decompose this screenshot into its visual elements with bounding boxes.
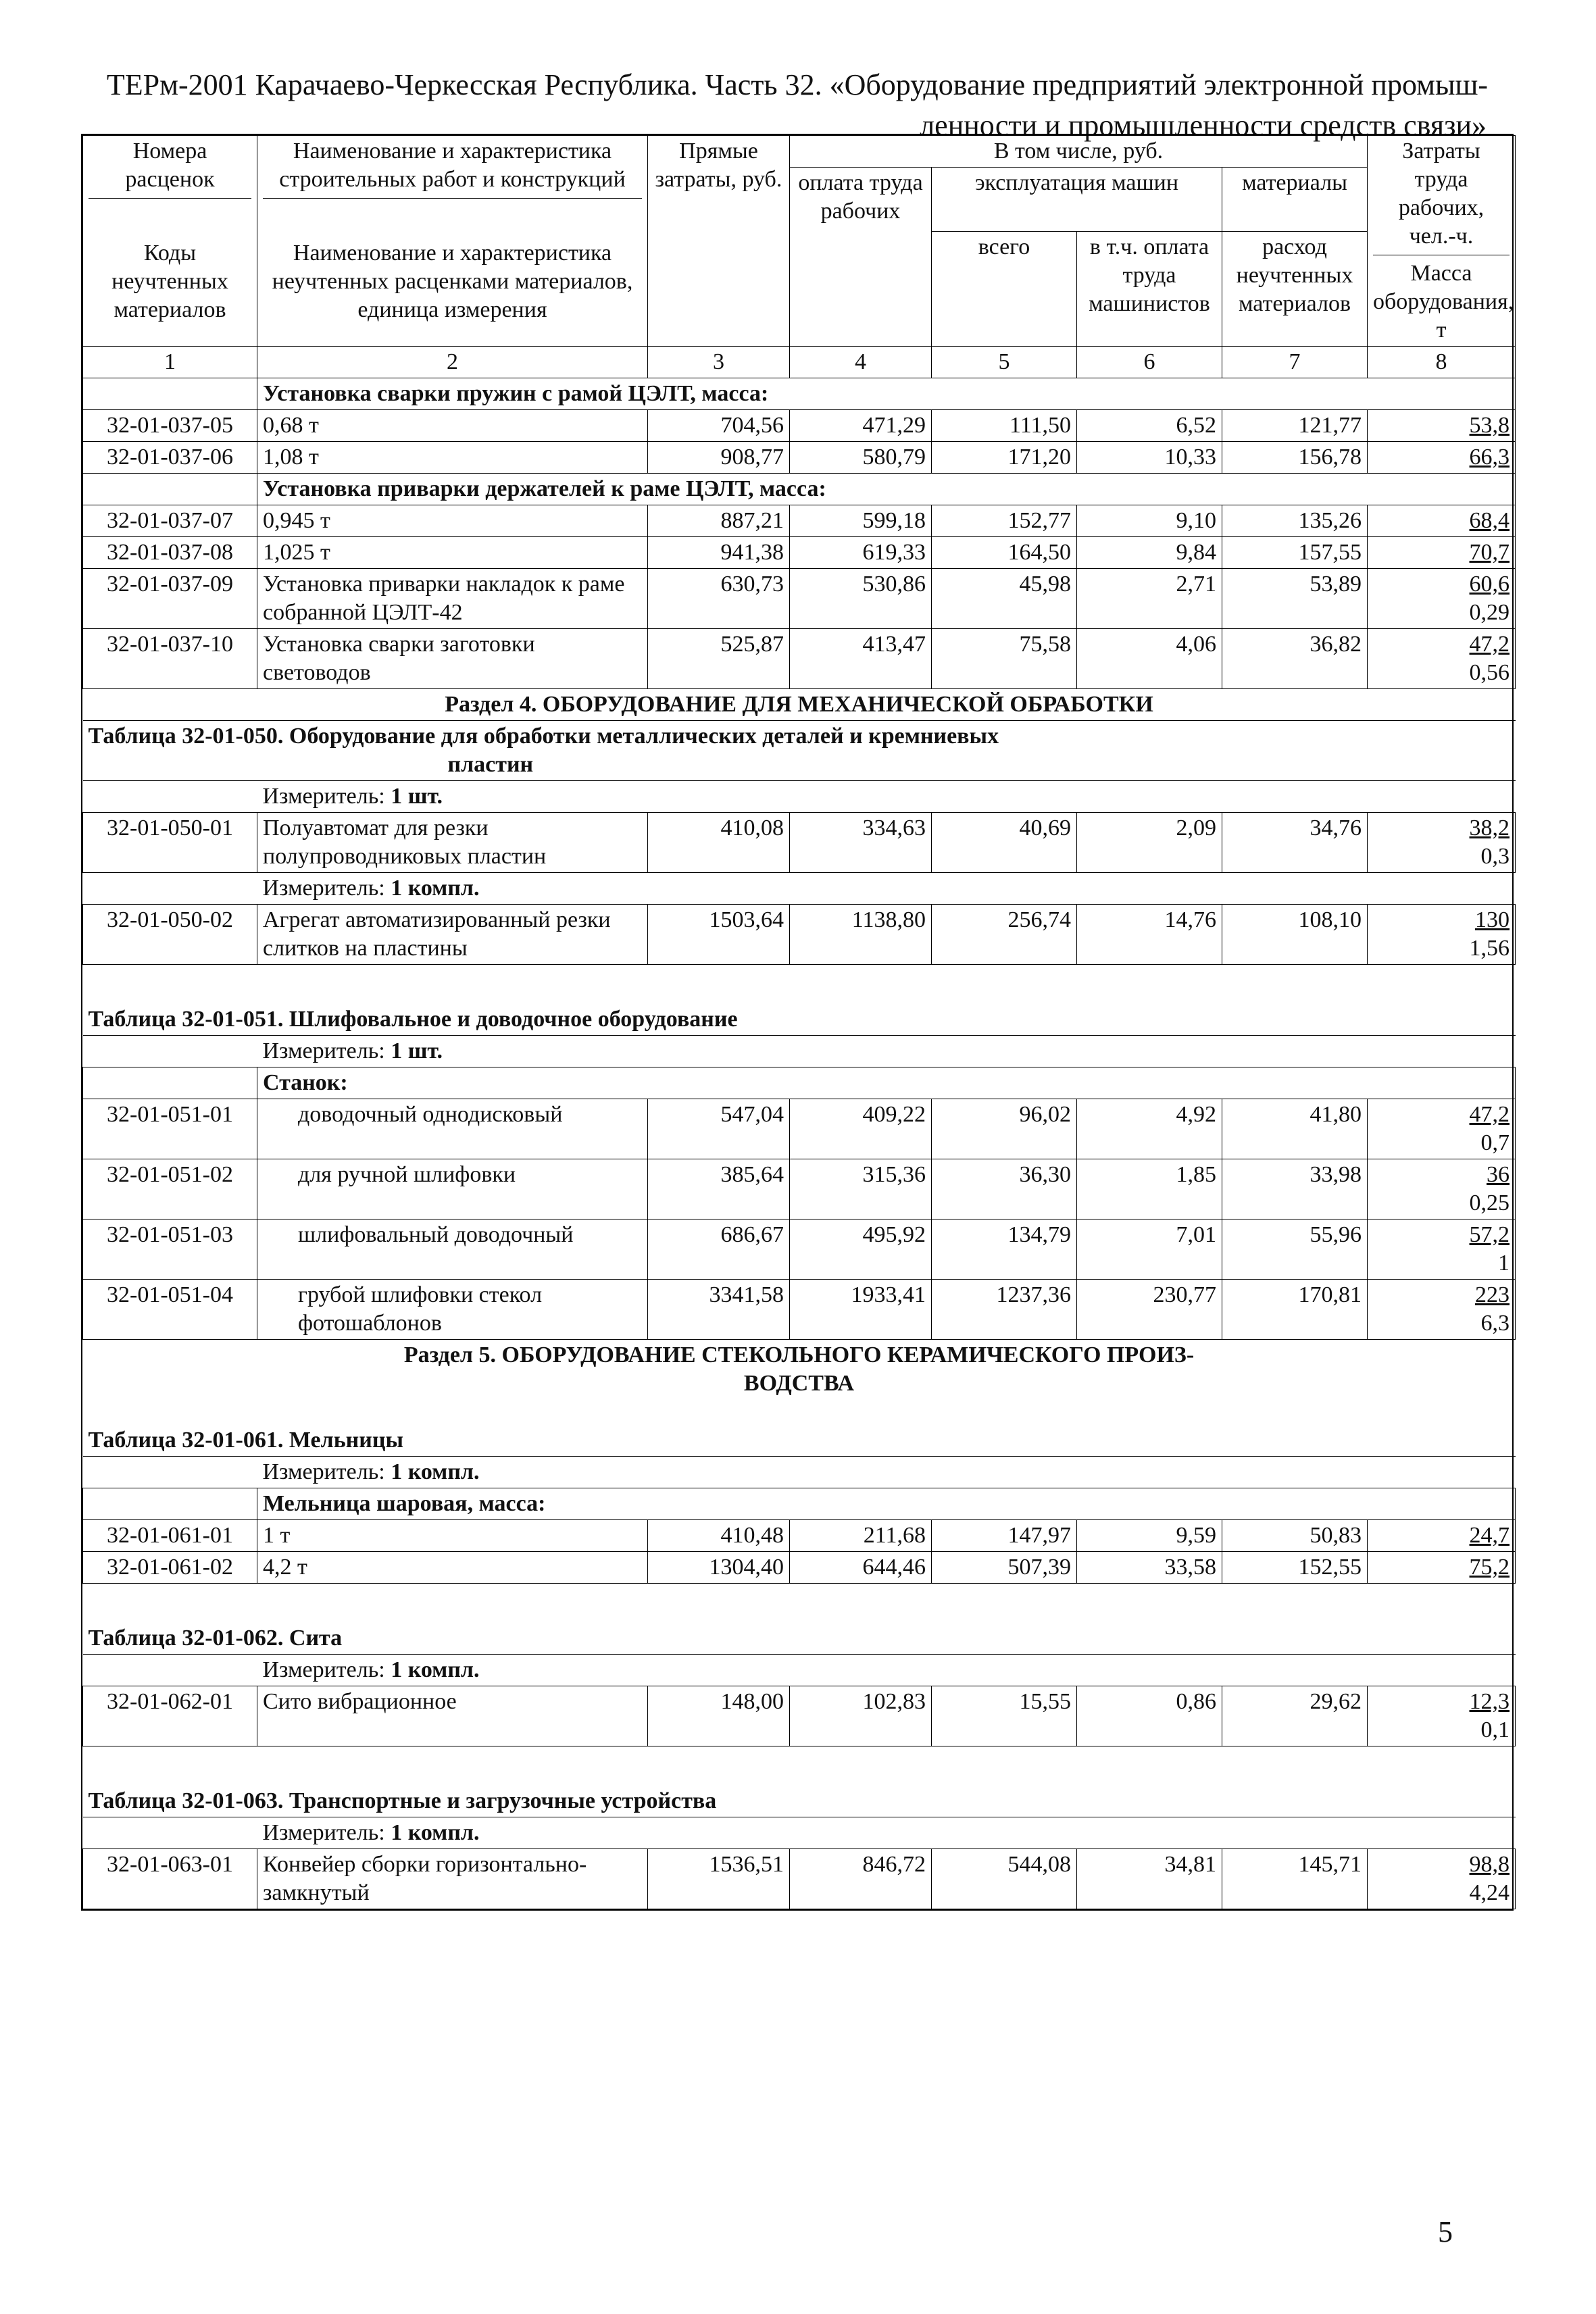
rate-value-c5: 75,58 (932, 629, 1077, 689)
rate-value-c4: 334,63 (790, 813, 932, 873)
labor-mass-cell (1368, 1280, 1516, 1340)
section-4-title-text: Раздел 4. ОБОРУДОВАНИЕ ДЛЯ МЕХАНИЧЕСКОЙ ОБРАБОТКИ (83, 689, 1516, 721)
table-061-title-text: Таблица 32-01-061. Мельницы (88, 1428, 403, 1453)
labor-mass-cell (1368, 442, 1516, 474)
rate-value-c7: 145,71 (1222, 1849, 1368, 1909)
table-row (83, 505, 1516, 537)
column-number: 4 (790, 347, 932, 378)
group-row (83, 1067, 1516, 1099)
mass-value: 1 (1498, 1251, 1510, 1276)
rate-code: 32-01-037-07 (83, 505, 257, 537)
section-5-title-cont-text: ВОДСТВА (743, 1371, 855, 1396)
labor-mass-cell (1368, 1219, 1516, 1280)
rate-value-c3: 385,64 (648, 1159, 790, 1219)
rate-value-c5: 544,08 (932, 1849, 1077, 1909)
group-row (83, 474, 1516, 505)
rate-code: 32-01-050-02 (83, 905, 257, 965)
rate-value-c5: 147,97 (932, 1520, 1077, 1552)
table-cell (83, 1457, 257, 1488)
labor-mass-cell (1368, 1849, 1516, 1909)
table-row (83, 1686, 1516, 1746)
header-including: В том числе, руб. (790, 136, 1368, 168)
rate-value-c6: 34,81 (1077, 1849, 1222, 1909)
rate-value-c4: 495,92 (790, 1219, 932, 1280)
table-061-title (83, 1399, 1516, 1457)
rate-name: Полуавтомат для резки полупроводниковых пластин (257, 813, 648, 873)
rate-value-c3: 148,00 (648, 1686, 790, 1746)
rate-value-c3: 941,38 (648, 537, 790, 569)
table-cell (83, 378, 257, 410)
rate-value-c7: 53,89 (1222, 569, 1368, 629)
measurement-label: Измеритель: (262, 876, 385, 901)
rate-value-c4: 619,33 (790, 537, 932, 569)
header-names (257, 136, 648, 347)
header-total: всего (932, 232, 1077, 347)
measurement-row (83, 873, 1516, 905)
rate-value-c3: 3341,58 (648, 1280, 790, 1340)
rate-code: 32-01-062-01 (83, 1686, 257, 1746)
rate-value-c5: 36,30 (932, 1159, 1077, 1219)
labor-mass-cell (1368, 537, 1516, 569)
rate-name: для ручной шлифовки (257, 1159, 648, 1219)
rate-name: Установка сварки заготовки световодов (257, 629, 648, 689)
table-063-title-text: Таблица 32-01-063. Транспортные и загрузочные устройства (83, 1746, 1516, 1817)
table-row (83, 1849, 1516, 1909)
labor-value: 38,2 (1469, 815, 1510, 840)
rate-name: грубой шлифовки стекол фотошаблонов (257, 1280, 648, 1340)
rate-value-c6: 7,01 (1077, 1219, 1222, 1280)
rate-name: 0,68 т (257, 410, 648, 442)
rate-value-c5: 256,74 (932, 905, 1077, 965)
header-material-consumption: расход неучтенных материалов (1222, 232, 1368, 347)
rate-code: 32-01-037-06 (83, 442, 257, 474)
header-equipment-mass: Масса оборудования, т (1373, 261, 1514, 343)
column-numbers-row (83, 347, 1516, 378)
header-line-1: ТЕРм-2001 Карачаево-Черкесская Республика. Часть 32. «Оборудование предприятий электронной промыш- (106, 68, 1489, 101)
rate-value-c5: 164,50 (932, 537, 1077, 569)
price-table (82, 135, 1516, 1909)
rate-name: 4,2 т (257, 1552, 648, 1584)
column-number: 7 (1222, 347, 1368, 378)
measurement-unit (257, 1036, 1516, 1067)
table-row (83, 410, 1516, 442)
table-row (83, 629, 1516, 689)
rate-value-c5: 134,79 (932, 1219, 1077, 1280)
labor-mass-cell (1368, 1099, 1516, 1159)
measurement-label: Измеритель: (262, 1657, 385, 1682)
measurement-row (83, 1036, 1516, 1067)
labor-value: 70,7 (1469, 540, 1510, 565)
rate-code: 32-01-051-03 (83, 1219, 257, 1280)
labor-value: 47,2 (1469, 632, 1510, 657)
table-050-title-cont (83, 751, 1516, 781)
rate-name: 0,945 т (257, 505, 648, 537)
rate-code: 32-01-051-01 (83, 1099, 257, 1159)
measurement-label: Измеритель: (262, 784, 385, 809)
measurement-value: 1 компл. (391, 1459, 480, 1484)
rate-value-c5: 45,98 (932, 569, 1077, 629)
rate-code: 32-01-037-09 (83, 569, 257, 629)
rate-value-c7: 108,10 (1222, 905, 1368, 965)
table-050-title (83, 721, 1516, 751)
rate-value-c4: 1138,80 (790, 905, 932, 965)
header-row (83, 136, 1516, 168)
rate-value-c3: 686,67 (648, 1219, 790, 1280)
rate-value-c4: 315,36 (790, 1159, 932, 1219)
section-5-title-cont (83, 1369, 1516, 1399)
labor-value: 12,3 (1469, 1689, 1510, 1714)
rate-value-c6: 14,76 (1077, 905, 1222, 965)
section-5-title (83, 1340, 1516, 1370)
column-number: 8 (1368, 347, 1516, 378)
table-cell (83, 1067, 257, 1099)
rate-value-c3: 410,48 (648, 1520, 790, 1552)
rate-value-c6: 1,85 (1077, 1159, 1222, 1219)
rate-value-c7: 152,55 (1222, 1552, 1368, 1584)
table-051-title-text: Таблица 32-01-051. Шлифовальное и доводочное оборудование (83, 965, 1516, 1036)
rate-value-c4: 599,18 (790, 505, 932, 537)
rate-code: 32-01-061-01 (83, 1520, 257, 1552)
group-title: Установка сварки пружин с рамой ЦЭЛТ, масса: (257, 378, 1516, 410)
labor-value: 57,2 (1469, 1222, 1510, 1247)
rate-value-c3: 1503,64 (648, 905, 790, 965)
rate-name: Агрегат автоматизированный резки слитков на пластины (257, 905, 648, 965)
rate-name: Сито вибрационное (257, 1686, 648, 1746)
section-4-title (83, 689, 1516, 721)
rate-value-c5: 40,69 (932, 813, 1077, 873)
header-machinist-pay: в т.ч. оплата труда машинистов (1077, 232, 1222, 347)
rate-value-c3: 410,08 (648, 813, 790, 873)
rate-value-c3: 1536,51 (648, 1849, 790, 1909)
rate-code: 32-01-037-10 (83, 629, 257, 689)
rate-value-c4: 846,72 (790, 1849, 932, 1909)
rate-value-c3: 1304,40 (648, 1552, 790, 1584)
rate-name: доводочный однодисковый (257, 1099, 648, 1159)
rate-value-c6: 230,77 (1077, 1280, 1222, 1340)
measurement-row (83, 1457, 1516, 1488)
rate-value-c4: 644,46 (790, 1552, 932, 1584)
measurement-value: 1 компл. (391, 876, 480, 901)
rate-code: 32-01-061-02 (83, 1552, 257, 1584)
rate-value-c4: 1933,41 (790, 1280, 932, 1340)
rate-value-c7: 135,26 (1222, 505, 1368, 537)
table-row (83, 1520, 1516, 1552)
measurement-value: 1 компл. (391, 1820, 480, 1845)
labor-value: 36 (1487, 1162, 1510, 1187)
rate-value-c7: 29,62 (1222, 1686, 1368, 1746)
rate-value-c4: 409,22 (790, 1099, 932, 1159)
table-063-title (83, 1746, 1516, 1817)
header-material-name: Наименование и характеристика неучтенных расценками материалов, единица измерения (272, 241, 633, 322)
rate-name: 1 т (257, 1520, 648, 1552)
header-machine-operation: эксплуатация машин (932, 168, 1222, 232)
labor-value: 53,8 (1469, 413, 1510, 438)
table-row (83, 1099, 1516, 1159)
table-row (83, 813, 1516, 873)
rate-value-c6: 4,92 (1077, 1099, 1222, 1159)
table-051-title (83, 965, 1516, 1036)
table-row (83, 1219, 1516, 1280)
labor-value: 24,7 (1469, 1523, 1510, 1548)
rate-value-c3: 887,21 (648, 505, 790, 537)
mass-value: 0,7 (1480, 1130, 1510, 1155)
rate-value-c5: 111,50 (932, 410, 1077, 442)
rate-value-c6: 9,59 (1077, 1520, 1222, 1552)
rate-value-c7: 36,82 (1222, 629, 1368, 689)
labor-value: 60,6 (1469, 572, 1510, 597)
labor-mass-cell (1368, 629, 1516, 689)
table-050-title-text: Таблица 32-01-050. Оборудование для обработки металлических деталей и кремниевых (88, 724, 999, 749)
rate-value-c5: 96,02 (932, 1099, 1077, 1159)
measurement-value: 1 шт. (391, 1038, 443, 1063)
rate-value-c7: 121,77 (1222, 410, 1368, 442)
group-title: Станок: (257, 1067, 1516, 1099)
labor-mass-cell (1368, 813, 1516, 873)
rate-value-c5: 15,55 (932, 1686, 1077, 1746)
table-row (83, 1159, 1516, 1219)
labor-value: 47,2 (1469, 1102, 1510, 1127)
labor-value: 66,3 (1469, 445, 1510, 470)
column-number: 5 (932, 347, 1077, 378)
group-row (83, 1488, 1516, 1520)
table-062-title (83, 1584, 1516, 1655)
price-table-document (81, 134, 1514, 1911)
table-row (83, 1280, 1516, 1340)
rate-value-c3: 547,04 (648, 1099, 790, 1159)
rate-value-c7: 33,98 (1222, 1159, 1368, 1219)
labor-mass-cell (1368, 410, 1516, 442)
rate-value-c5: 507,39 (932, 1552, 1077, 1584)
measurement-label: Измеритель: (262, 1820, 385, 1845)
rate-value-c6: 4,06 (1077, 629, 1222, 689)
rate-value-c6: 9,10 (1077, 505, 1222, 537)
labor-value: 223 (1475, 1282, 1510, 1307)
rate-value-c7: 34,76 (1222, 813, 1368, 873)
labor-mass-cell (1368, 1552, 1516, 1584)
measurement-unit (257, 1817, 1516, 1849)
rate-code: 32-01-037-05 (83, 410, 257, 442)
table-050-title-cont-text: пластин (447, 752, 534, 777)
rate-code: 32-01-037-08 (83, 537, 257, 569)
rate-name: Установка приварки накладок к раме собранной ЦЭЛТ-42 (257, 569, 648, 629)
table-row (83, 569, 1516, 629)
rate-name: 1,08 т (257, 442, 648, 474)
labor-mass-cell (1368, 1520, 1516, 1552)
header-work-name: Наименование и характеристика строительных работ и конструкций (263, 137, 642, 199)
mass-value: 0,29 (1469, 600, 1510, 625)
rate-value-c3: 908,77 (648, 442, 790, 474)
header-labor (1368, 136, 1516, 347)
measurement-row (83, 781, 1516, 813)
measurement-unit (257, 1655, 1516, 1686)
rate-value-c4: 530,86 (790, 569, 932, 629)
table-body (83, 136, 1516, 1909)
table-cell (83, 781, 257, 813)
mass-value: 0,25 (1469, 1190, 1510, 1215)
rate-value-c6: 6,52 (1077, 410, 1222, 442)
rate-value-c6: 0,86 (1077, 1686, 1222, 1746)
labor-mass-cell (1368, 505, 1516, 537)
measurement-value: 1 шт. (391, 784, 443, 809)
measurement-row (83, 1817, 1516, 1849)
rate-code: 32-01-063-01 (83, 1849, 257, 1909)
mass-value: 1,56 (1469, 936, 1510, 961)
rate-value-c4: 471,29 (790, 410, 932, 442)
rate-value-c4: 102,83 (790, 1686, 932, 1746)
rate-value-c7: 55,96 (1222, 1219, 1368, 1280)
mass-value: 6,3 (1480, 1311, 1510, 1336)
rate-name: Конвейер сборки горизонтально-замкнутый (257, 1849, 648, 1909)
rate-value-c7: 50,83 (1222, 1520, 1368, 1552)
labor-mass-cell (1368, 1686, 1516, 1746)
header-worker-pay: оплата труда рабочих (790, 168, 932, 347)
table-row (83, 537, 1516, 569)
rate-value-c3: 630,73 (648, 569, 790, 629)
rate-value-c3: 704,56 (648, 410, 790, 442)
table-cell (83, 1488, 257, 1520)
column-number: 2 (257, 347, 648, 378)
rate-name: шлифовальный доводочный (257, 1219, 648, 1280)
table-cell (83, 873, 257, 905)
measurement-unit (257, 781, 1516, 813)
table-cell (83, 1036, 257, 1067)
measurement-label: Измеритель: (262, 1459, 385, 1484)
page-number: 5 (1438, 2215, 1453, 2248)
rate-value-c4: 211,68 (790, 1520, 932, 1552)
group-title: Мельница шаровая, масса: (257, 1488, 1516, 1520)
rate-value-c5: 152,77 (932, 505, 1077, 537)
table-row (83, 442, 1516, 474)
rate-value-c5: 1237,36 (932, 1280, 1077, 1340)
table-062-title-text: Таблица 32-01-062. Сита (83, 1584, 1516, 1655)
rate-code: 32-01-051-04 (83, 1280, 257, 1340)
rate-value-c5: 171,20 (932, 442, 1077, 474)
rate-value-c6: 33,58 (1077, 1552, 1222, 1584)
labor-value: 68,4 (1469, 508, 1510, 533)
labor-value: 130 (1475, 907, 1510, 932)
header-rate-numbers: Номера расценок (89, 137, 251, 199)
rate-value-c7: 41,80 (1222, 1099, 1368, 1159)
labor-mass-cell (1368, 905, 1516, 965)
measurement-value: 1 компл. (391, 1657, 480, 1682)
mass-value: 0,1 (1480, 1717, 1510, 1742)
section-5-title-text: Раздел 5. ОБОРУДОВАНИЕ СТЕКОЛЬНОГО КЕРАМИЧЕСКОГО ПРОИЗ- (83, 1340, 1516, 1370)
rate-code: 32-01-050-01 (83, 813, 257, 873)
labor-value: 98,8 (1469, 1852, 1510, 1877)
group-row (83, 378, 1516, 410)
rate-value-c3: 525,87 (648, 629, 790, 689)
measurement-label: Измеритель: (262, 1038, 385, 1063)
rate-value-c7: 170,81 (1222, 1280, 1368, 1340)
header-materials: материалы (1222, 168, 1368, 232)
mass-value: 0,3 (1480, 844, 1510, 869)
measurement-row (83, 1655, 1516, 1686)
measurement-unit (257, 873, 1516, 905)
rate-value-c4: 413,47 (790, 629, 932, 689)
labor-value: 75,2 (1469, 1555, 1510, 1580)
rate-value-c7: 156,78 (1222, 442, 1368, 474)
rate-value-c4: 580,79 (790, 442, 932, 474)
column-number: 6 (1077, 347, 1222, 378)
mass-value: 0,56 (1469, 660, 1510, 685)
header-direct-costs: Прямые затраты, руб. (648, 136, 790, 347)
column-number: 1 (83, 347, 257, 378)
table-cell (83, 474, 257, 505)
rate-value-c6: 10,33 (1077, 442, 1222, 474)
column-number: 3 (648, 347, 790, 378)
rate-value-c7: 157,55 (1222, 537, 1368, 569)
header-line-2: ленности и промышленности средств связи» (920, 109, 1487, 142)
rate-value-c6: 2,09 (1077, 813, 1222, 873)
header-codes (83, 136, 257, 347)
rate-value-c6: 2,71 (1077, 569, 1222, 629)
header-labor-costs: Затраты труда рабочих, чел.-ч. (1373, 137, 1510, 255)
table-row (83, 905, 1516, 965)
table-row (83, 1552, 1516, 1584)
labor-mass-cell (1368, 569, 1516, 629)
rate-code: 32-01-051-02 (83, 1159, 257, 1219)
mass-value: 4,24 (1469, 1880, 1510, 1905)
header-material-codes: Коды неучтенных материалов (111, 241, 228, 322)
table-cell (83, 1655, 257, 1686)
labor-mass-cell (1368, 1159, 1516, 1219)
group-title: Установка приварки держателей к раме ЦЭЛТ, масса: (257, 474, 1516, 505)
rate-name: 1,025 т (257, 537, 648, 569)
rate-value-c6: 9,84 (1077, 537, 1222, 569)
table-cell (83, 1817, 257, 1849)
measurement-unit (257, 1457, 1516, 1488)
